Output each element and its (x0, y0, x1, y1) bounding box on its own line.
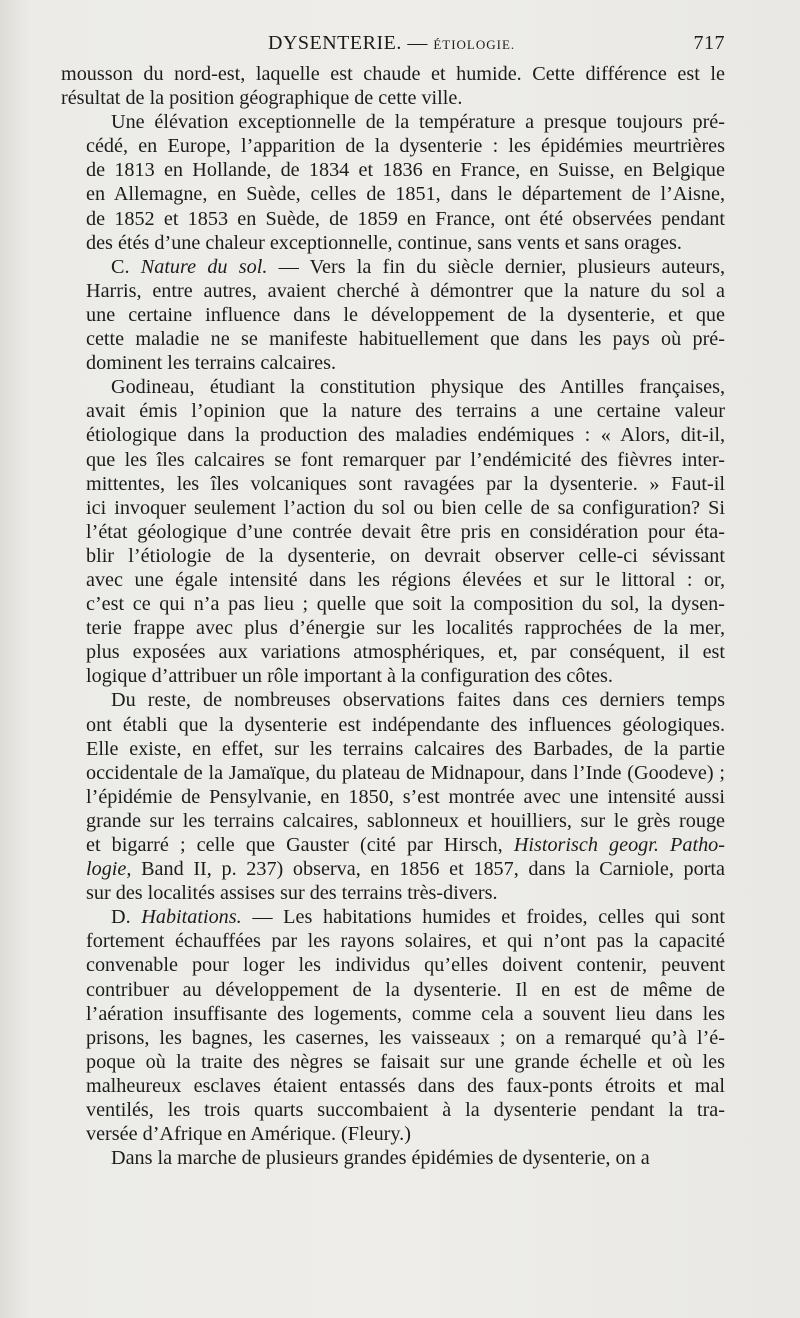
text-line: prisons, les bagnes, les casernes, les vaisseaux ; on a remarqué qu’à l’é- (86, 1026, 725, 1049)
text-line: et bigarré ; celle que Gauster (cité par Hirsch, Historisch geogr. Patho- (86, 834, 725, 856)
body-text (61, 62, 725, 1170)
text-line: avec une égale intensité dans les régions élevées et sur le littoral : or, (86, 568, 725, 591)
text-line: que les îles calcaires se font remarquer par l’endémicité des fièvres inter- (86, 448, 725, 471)
text-line: contribuer au développement de la dysenterie. Il en est de même de (86, 978, 725, 1001)
text-line: c’est ce qui n’a pas lieu ; quelle que soit la composition du sol, la dysen- (86, 593, 725, 616)
text-line: logie, Band II, p. 237) observa, en 1856 et 1857, dans la Carniole, porta (86, 858, 725, 881)
text-line: résultat de la position géographique de cette ville. (61, 87, 463, 110)
text-line: de 1813 en Hollande, de 1834 et 1836 en France, en Suisse, en Belgique (86, 159, 725, 182)
text-line: étiologique dans la production des maladies endémiques : « Alors, dit-il, (86, 424, 725, 447)
text-line: mittentes, les îles volcaniques sont ravagées par la dysenterie. » Faut-il (86, 472, 725, 495)
text-line: cette maladie ne se manifeste habituellement que dans les pays où pré- (86, 328, 725, 351)
text-line: terie frappe avec plus d’énergie sur les localités rapprochées de la mer, (86, 617, 725, 640)
text-line: Harris, entre autres, avaient cherché à démontrer que la nature du sol a (86, 279, 725, 302)
text-line: ventilés, les trois quarts succombaient à la dysenterie pendant la tra- (86, 1099, 725, 1122)
text-line: avait émis l’opinion que la nature des terrains a une certaine valeur (86, 400, 725, 423)
text-line: fortement échauffées par les rayons solaires, et qui n’ont pas la capacité (86, 930, 725, 953)
text-line: en Allemagne, en Suède, celles de 1851, dans le département de l’Aisne, (86, 183, 725, 206)
text-line: l’état géologique d’une contrée devait être pris en considération pour éta- (86, 520, 725, 543)
text-line: ici invoquer seulement l’action du sol ou bien celle de sa configuration? Si (86, 496, 725, 519)
italic-phrase: logie, (86, 858, 132, 881)
running-title-dash: — (407, 32, 428, 54)
text-line: ont établi que la dysenterie est indépendante des influences géologiques. (86, 713, 725, 736)
text-line: des étés d’une chaleur exceptionnelle, continue, sans vents et sans orages. (86, 231, 682, 254)
italic-phrase: Historisch geogr. Patho- (513, 834, 725, 856)
paragraph-p5 (61, 688, 725, 905)
text-line: plus exposées aux variations atmosphériques, et, par conséquent, il est (86, 641, 725, 664)
page-number: 717 (693, 32, 725, 54)
text-line: Du reste, de nombreuses observations faites dans ces derniers temps (111, 689, 725, 712)
running-title (268, 32, 515, 55)
paragraph-p7 (61, 1146, 725, 1170)
italic-phrase: Nature du sol. (140, 255, 268, 278)
text-line: de 1852 et 1853 en Suède, de 1859 en France, ont été observées pendant (86, 207, 725, 230)
text-line: Dans la marche de plusieurs grandes épidémies de dysenterie, on a (111, 1147, 650, 1170)
text-line: sur des localités assises sur des terrains très-divers. (86, 882, 498, 905)
text-line: poque où la traite des nègres se faisait sur une grande échelle et où les (86, 1050, 725, 1073)
italic-phrase: Habitations. (141, 906, 242, 929)
text-line: occidentale de la Jamaïque, du plateau de Midnapour, dans l’Inde (Goodeve) ; (86, 761, 725, 784)
text-line: logique d’attribuer un rôle important à la configuration des côtes. (86, 665, 613, 688)
text-line: une certaine influence dans le développement de la dysenterie, et que (86, 303, 725, 326)
text-line: l’aération insuffisante des logements, comme cela a souvent lieu dans les (86, 1002, 725, 1025)
text-line: dominent les terrains calcaires. (86, 352, 336, 375)
text-line: D. Habitations. — Les habitations humides et froides, celles qui sont (111, 906, 725, 929)
paragraph-p1 (61, 62, 725, 110)
text-line: convenable pour loger les individus qu’elles doivent contenir, peuvent (86, 954, 725, 977)
running-head (60, 30, 725, 60)
paragraph-p4 (61, 375, 725, 688)
text-line: l’épidémie de Pensylvanie, en 1850, s’est montrée avec une intensité aussi (86, 785, 725, 808)
text-line: grande sur les terrains calcaires, sablonneux et houilliers, sur le grès rouge (86, 809, 725, 832)
text-line: Elle existe, en effet, sur les terrains calcaires des Barbades, de la partie (86, 737, 725, 760)
running-title-main: DYSENTERIE. (268, 32, 402, 54)
text-line: malheureux esclaves étaient entassés dans des faux-ponts étroits et mal (86, 1074, 725, 1097)
text-line: cédé, en Europe, l’apparition de la dysenterie : les épidémies meurtrières (86, 135, 725, 158)
text-line: mousson du nord-est, laquelle est chaude et humide. Cette différence est le (61, 63, 725, 85)
text-line: versée d’Afrique en Amérique. (Fleury.) (86, 1123, 411, 1146)
paragraph-p6 (61, 905, 725, 1146)
paragraph-p2 (61, 110, 725, 255)
paragraph-p3 (61, 255, 725, 375)
text-line: C. Nature du sol. — Vers la fin du siècle dernier, plusieurs auteurs, (111, 255, 726, 278)
text-line: Une élévation exceptionnelle de la température a presque toujours pré- (111, 111, 725, 134)
running-title-section: ÉTIOLOGIE. (433, 37, 516, 52)
text-line: Godineau, étudiant la constitution physique des Antilles françaises, (111, 376, 725, 399)
text-line: blir l’étiologie de la dysenterie, on devrait observer celle-ci sévissant (86, 544, 725, 567)
